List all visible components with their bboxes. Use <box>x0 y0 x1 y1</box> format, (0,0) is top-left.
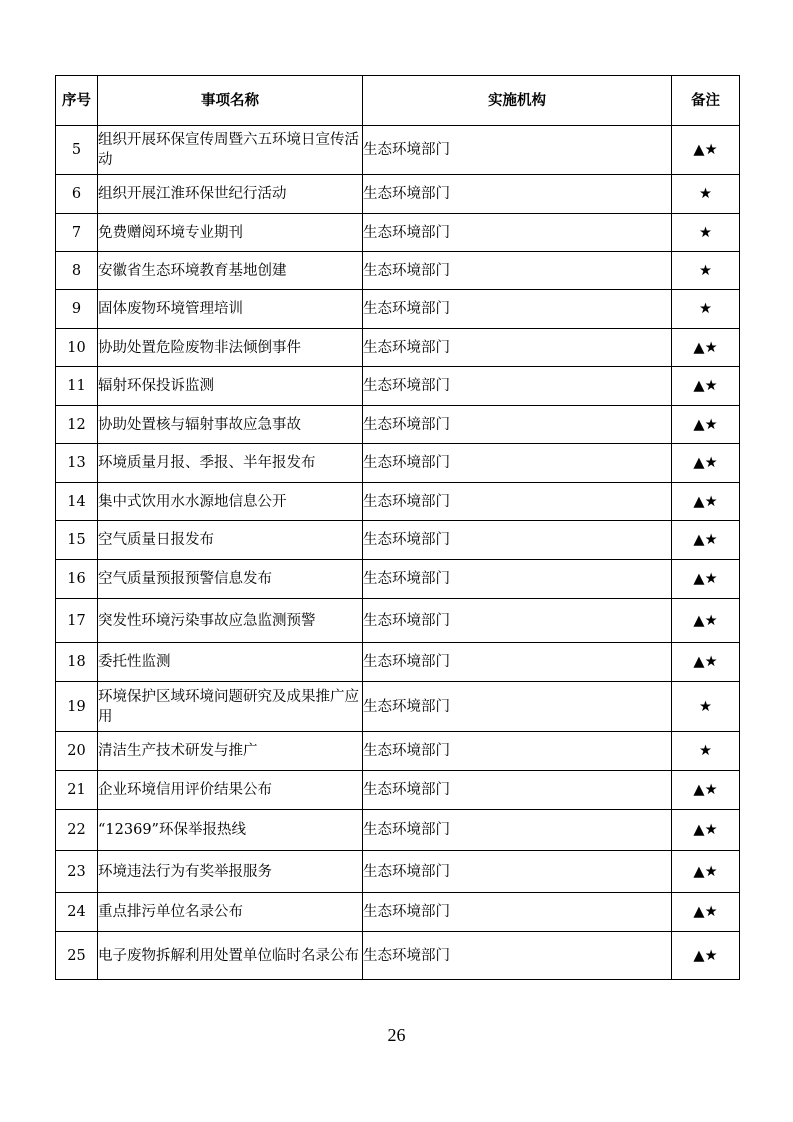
header-note: 备注 <box>672 76 740 126</box>
table-row <box>56 252 740 290</box>
org-cell: 生态环境部门 <box>363 367 672 406</box>
org-cell: 生态环境部门 <box>363 126 672 175</box>
table-row <box>56 732 740 771</box>
org-cell: 生态环境部门 <box>363 175 672 214</box>
name-cell: 重点排污单位名录公布 <box>98 893 363 932</box>
table-row <box>56 444 740 483</box>
table-row <box>56 851 740 893</box>
name-cell: 免费赠阅环境专业期刊 <box>98 214 363 252</box>
seq-cell: 13 <box>56 444 98 483</box>
note-cell: ▲★ <box>672 560 740 599</box>
table-row <box>56 290 740 329</box>
page-number: 26 <box>387 1025 406 1045</box>
org-cell: 生态环境部门 <box>363 682 672 732</box>
seq-cell: 22 <box>56 810 98 851</box>
org-cell: 生态环境部门 <box>363 810 672 851</box>
table-row <box>56 367 740 406</box>
table-row <box>56 932 740 980</box>
note-cell: ▲★ <box>672 126 740 175</box>
org-cell: 生态环境部门 <box>363 444 672 483</box>
note-cell: ▲★ <box>672 483 740 521</box>
seq-cell: 14 <box>56 483 98 521</box>
seq-cell: 9 <box>56 290 98 329</box>
seq-cell: 10 <box>56 329 98 367</box>
org-cell: 生态环境部门 <box>363 771 672 810</box>
seq-cell: 23 <box>56 851 98 893</box>
org-cell: 生态环境部门 <box>363 643 672 682</box>
table-row <box>56 560 740 599</box>
name-cell: 集中式饮用水水源地信息公开 <box>98 483 363 521</box>
table-row <box>56 682 740 732</box>
org-cell: 生态环境部门 <box>363 521 672 560</box>
name-cell: 固体废物环境管理培训 <box>98 290 363 329</box>
org-cell: 生态环境部门 <box>363 290 672 329</box>
note-cell: ▲★ <box>672 599 740 643</box>
note-cell: ▲★ <box>672 444 740 483</box>
seq-cell: 15 <box>56 521 98 560</box>
name-cell: 环境质量月报、季报、半年报发布 <box>98 444 363 483</box>
table-row <box>56 214 740 252</box>
seq-cell: 24 <box>56 893 98 932</box>
name-cell: 协助处置核与辐射事故应急事故 <box>98 406 363 444</box>
note-cell: ▲★ <box>672 329 740 367</box>
table-row <box>56 521 740 560</box>
note-cell: ▲★ <box>672 893 740 932</box>
seq-cell: 8 <box>56 252 98 290</box>
note-cell: ▲★ <box>672 406 740 444</box>
org-cell: 生态环境部门 <box>363 406 672 444</box>
name-cell: “12369”环保举报热线 <box>98 810 363 851</box>
org-cell: 生态环境部门 <box>363 329 672 367</box>
table-row <box>56 599 740 643</box>
name-cell: 环境违法行为有奖举报服务 <box>98 851 363 893</box>
table-row <box>56 893 740 932</box>
name-cell: 委托性监测 <box>98 643 363 682</box>
seq-cell: 25 <box>56 932 98 980</box>
table-row <box>56 771 740 810</box>
name-cell: 清洁生产技术研发与推广 <box>98 732 363 771</box>
note-cell: ▲★ <box>672 771 740 810</box>
org-cell: 生态环境部门 <box>363 932 672 980</box>
org-cell: 生态环境部门 <box>363 851 672 893</box>
name-cell: 突发性环境污染事故应急监测预警 <box>98 599 363 643</box>
table-row <box>56 175 740 214</box>
note-cell: ▲★ <box>672 521 740 560</box>
table-row <box>56 406 740 444</box>
header-seq: 序号 <box>56 76 98 126</box>
note-cell: ★ <box>672 252 740 290</box>
note-cell: ★ <box>672 175 740 214</box>
header-org: 实施机构 <box>363 76 672 126</box>
name-cell: 安徽省生态环境教育基地创建 <box>98 252 363 290</box>
seq-cell: 21 <box>56 771 98 810</box>
seq-cell: 20 <box>56 732 98 771</box>
note-cell: ★ <box>672 682 740 732</box>
org-cell: 生态环境部门 <box>363 214 672 252</box>
org-cell: 生态环境部门 <box>363 893 672 932</box>
table-row <box>56 643 740 682</box>
note-cell: ★ <box>672 732 740 771</box>
seq-cell: 7 <box>56 214 98 252</box>
service-items-table <box>55 75 740 980</box>
seq-cell: 18 <box>56 643 98 682</box>
seq-cell: 12 <box>56 406 98 444</box>
seq-cell: 11 <box>56 367 98 406</box>
header-name: 事项名称 <box>98 76 363 126</box>
table-row <box>56 329 740 367</box>
name-cell: 辐射环保投诉监测 <box>98 367 363 406</box>
table-header-row <box>56 76 740 126</box>
note-cell: ★ <box>672 214 740 252</box>
name-cell: 电子废物拆解利用处置单位临时名录公布 <box>98 932 363 980</box>
org-cell: 生态环境部门 <box>363 560 672 599</box>
note-cell: ▲★ <box>672 851 740 893</box>
table-row <box>56 483 740 521</box>
seq-cell: 5 <box>56 126 98 175</box>
name-cell: 协助处置危险废物非法倾倒事件 <box>98 329 363 367</box>
table-row <box>56 810 740 851</box>
seq-cell: 19 <box>56 682 98 732</box>
org-cell: 生态环境部门 <box>363 483 672 521</box>
name-cell: 企业环境信用评价结果公布 <box>98 771 363 810</box>
table-row <box>56 126 740 175</box>
table-body <box>56 126 740 980</box>
seq-cell: 6 <box>56 175 98 214</box>
note-cell: ▲★ <box>672 367 740 406</box>
name-cell: 空气质量预报预警信息发布 <box>98 560 363 599</box>
seq-cell: 16 <box>56 560 98 599</box>
org-cell: 生态环境部门 <box>363 252 672 290</box>
name-cell: 组织开展江淮环保世纪行活动 <box>98 175 363 214</box>
note-cell: ▲★ <box>672 643 740 682</box>
name-cell: 空气质量日报发布 <box>98 521 363 560</box>
seq-cell: 17 <box>56 599 98 643</box>
org-cell: 生态环境部门 <box>363 732 672 771</box>
note-cell: ▲★ <box>672 810 740 851</box>
name-cell: 环境保护区域环境问题研究及成果推广应用 <box>98 682 363 732</box>
name-cell: 组织开展环保宣传周暨六五环境日宣传活动 <box>98 126 363 175</box>
note-cell: ★ <box>672 290 740 329</box>
note-cell: ▲★ <box>672 932 740 980</box>
org-cell: 生态环境部门 <box>363 599 672 643</box>
